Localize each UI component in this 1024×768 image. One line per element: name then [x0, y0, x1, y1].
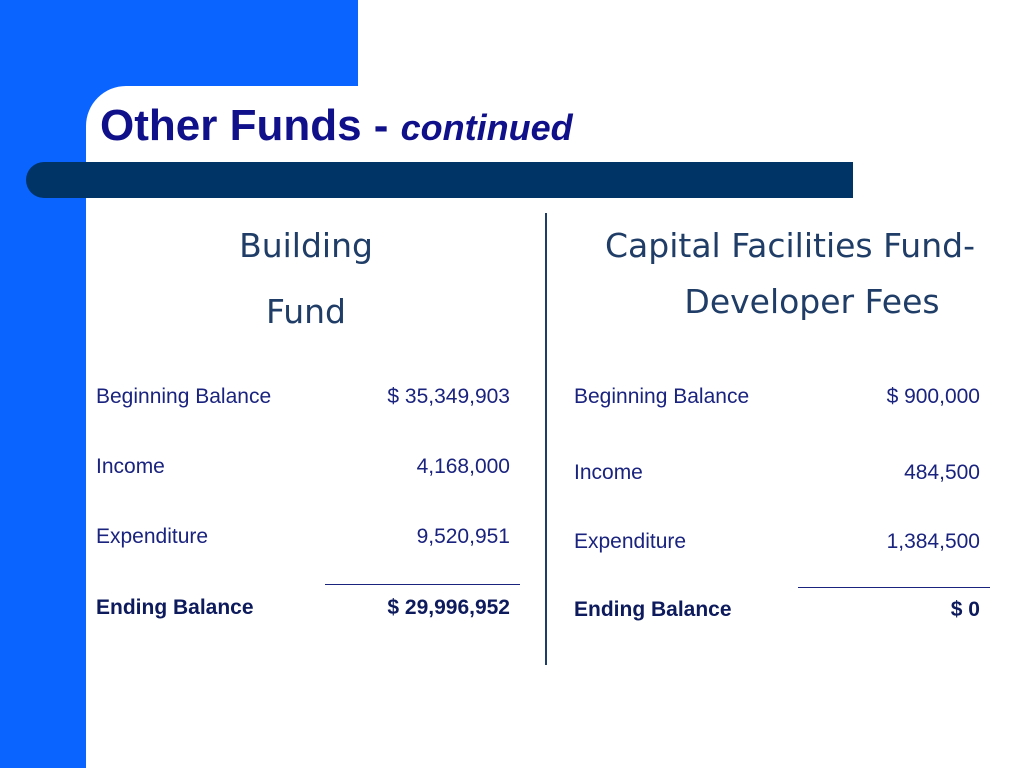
left-row-label-income: Income: [96, 455, 165, 478]
right-row-value-ending: $ 0: [950, 598, 980, 621]
left-row-label-expenditure: Expenditure: [96, 525, 209, 548]
right-row-value-beginning: $ 900,000: [886, 385, 980, 408]
right-row-label-beginning: Beginning Balance: [574, 385, 750, 408]
title-underline-band: [26, 162, 853, 198]
left-row-value-expenditure: 9,520,951: [416, 525, 510, 548]
left-row-label-ending: Ending Balance: [96, 596, 254, 619]
right-row-label-expenditure: Expenditure: [574, 530, 687, 553]
left-column-heading-line1: Building: [239, 226, 373, 265]
slide-title-suffix: continued: [400, 107, 573, 148]
left-row-value-beginning: $ 35,349,903: [387, 385, 510, 408]
left-row-value-ending: $ 29,996,952: [387, 596, 510, 619]
column-divider: [545, 213, 547, 665]
left-row-value-income: 4,168,000: [416, 455, 510, 478]
right-row-value-expenditure: 1,384,500: [886, 530, 980, 553]
left-column-heading-line2: Fund: [266, 292, 346, 331]
slide-title-main: Other Funds -: [100, 101, 401, 150]
right-total-rule: [798, 587, 990, 588]
slide-title: [100, 96, 573, 156]
right-column-heading-line1: Capital Facilities Fund-: [605, 226, 975, 265]
right-row-label-income: Income: [574, 461, 643, 484]
right-row-label-ending: Ending Balance: [574, 598, 732, 621]
left-total-rule: [325, 584, 520, 585]
left-row-label-beginning: Beginning Balance: [96, 385, 272, 408]
right-column-heading-line2: Developer Fees: [684, 282, 940, 321]
top-blue-bar: [0, 0, 358, 86]
left-blue-bar: [0, 0, 86, 768]
right-row-value-income: 484,500: [904, 461, 980, 484]
